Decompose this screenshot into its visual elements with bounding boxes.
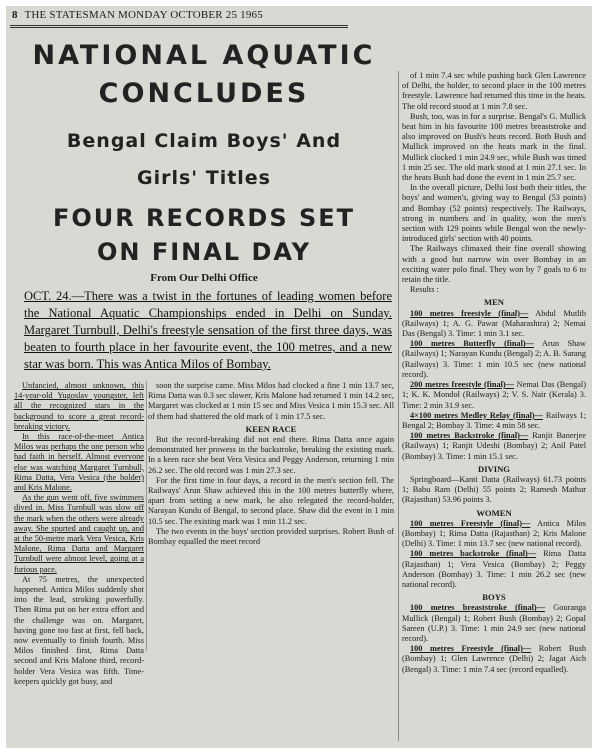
paragraph: of 1 min 7.4 sec while pushing back Glen Lawrence of Delhi, the holder, to second place in the 100 metres freestyle. Lawrence had returned this time in the heats. The old record stood at 1 min 7.8 sec. [402,71,586,111]
result-entry: 100 metres Freestyle (final)— Antica Milos (Bombay) 1; Rima Datta (Rajasthan) 2; Kris Malone (Delhi) 3. Time: 1 min 13.7 sec (new national record). [402,518,586,549]
deck-line-2: ON FINAL DAY [96,238,312,266]
results-heading-men: MEN [483,297,505,308]
paragraph: The two events in the boys' section provided surprises. Robert Bush of Bombay equalled the meet record [148,526,394,547]
results-heading-boys: BOYS [482,592,506,603]
lead-text: OCT. 24.—There was a twist in the fortunes of leading women before the National Aquatic Championships ended in Delhi on Sunday. Margaret Turnbull, Delhi's freestyle sensation of the first three days, was beaten to fourth place in her favourite event, the 100 metres, and a new star was born. This was Antica Milos of Bombay. [24,289,392,371]
paragraph: But the record-breaking did not end there. Rima Datta once again demonstrated her prowess in the backstroke, breaking the existing mark. In a keen race she beat Vera Vesica and Peggy Anderson, returning 1 min 26.2 sec. The old record was 1 min 27.3 sec. [148,435,394,475]
result-entry: 4×100 metres Medley Relay (final)— Railways 1; Bengal 2; Bombay 3. Time: 4 min 58 sec. [402,410,586,430]
page-number: 8 [12,9,18,21]
result-entry: 100 metres Butterfly (final)— Arun Shaw (Railways) 1; Narayan Kundu (Bengal) 2; A. B. Sarang (Railways) 3. Time: 1 min 10.5 sec (new national record). [402,339,586,379]
column-divider [146,381,147,651]
lead-paragraph [24,288,392,373]
paragraph: At 75 metres, the unexpected happened. Antica Milos suddenly shot into the lead, stroking powerfully. Then Rima put on her extra effort and the challenge was on. Margaret, having gone too fast at first, fell back, now eventually to finish fourth. Miss Milos finished first, Rima Datta second and Kris Malone third, record-holder Vera Vesica was fifth. Time-keepers quickly got busy, and [14,574,144,686]
subhead-line-1: Bengal Claim Boys' And [66,130,342,152]
column-2 [148,381,394,547]
paragraph: Results : [410,285,439,295]
result-entry: 100 metres breaststroke (final)— Gouranga Mullick (Bengal) 1; Robert Bush (Bombay) 2; Gopal Sareen (U.P.) 3. Time: 1 min 24.9 sec (new national record). [402,603,586,643]
column-divider-right [398,71,399,741]
deck-line-1: FOUR RECORDS SET [52,204,356,232]
masthead-text: THE STATESMAN MONDAY OCTOBER 25 1965 [24,9,263,21]
paragraph: Unfancied, almost unknown, this 14-year-old Yugoslav youngster, left all the recognized stars in the background to score a great record-breaking victory. [14,381,144,431]
paragraph: The Railways climaxed their fine overall showing with a good but narrow win over Bombay in an exciting water polo final. They won by 7 goals to 6 to retain the title. [402,244,586,285]
result-entry: 100 metres Backstroke (final)— Ranjit Banerjee (Railways) 1; Ranjit Udeshi (Bombay) 2; Anil Patel (Bombay) 3. Time: 1 min 15.1 sec. [402,431,586,461]
headline-line-2: CONCLUDES [98,78,310,109]
masthead-rule [10,25,348,26]
paragraph: In the overall picture, Delhi lost both their titles, the boys' and women's, giving way to Bengal (53 points) and Bombay (52 points) respectively. The Railways, strong in numbers and in quality, won the men's section with 129 points while Bengal won the newly-introduced girls' section with 40 points. [402,183,586,244]
masthead-rule-2 [10,27,348,28]
results-heading-women: WOMEN [476,507,512,518]
paragraph: As the gun went off, five swimmers dived in. Miss Turnbull was slow off the mark when the others were already away. She spurted and caught up, and at the 50-metre mark Vera Vesica, Kris Malone, Rima Datta and Margaret Turnbull were almost level, going at a furious pace. [14,493,144,574]
result-entry: 100 metres backstroke (final)— Rima Datta (Rajasthan) 1; Vera Vesica (Bombay) 2; Peggy Anderson (Bombay) 3. Time: 1 min 26.2 sec (new national record). [402,549,586,589]
masthead [12,9,263,21]
headline-line-1: NATIONAL AQUATIC [32,40,376,71]
subheading: KEEN RACE [245,423,297,434]
result-entry: 100 metres Freestyle (final)— Robert Bush (Bombay) 1; Glen Lawrence (Delhi) 2; Jagat Aich (Bengal) 3. Time: 1 min 7.4 sec (record equalled). [402,644,586,674]
result-entry: Springboard—Kanti Datta (Railways) 61.73 points 1; Babu Ram (Delhi) 55 points 2; Ramesh Mathur (Rajasthan) 53.96 points 3. [402,474,586,505]
newspaper-clipping [6,6,592,748]
paragraph: Bush, too, was in for a surprise. Bengal's G. Mullick beat him in his favourite 100 metres breaststroke and also improved on Bush's heats record. Both Bush and Mullick improved on the heats mark in the final. Mullick clocked 1 min 24.9 sec, while Bush was timed 1 min 25 sec. The old mark stood at 1 min 27.1 sec. In the heats Bush had done the event in 1 min 25.7 sec. [402,111,586,183]
paragraph: In this race-of-the-meet Antica Milos was perhaps the one person who had faith in herself. Almost everyone else was watching Margaret Turnbull, Rima Datta, Vera Vesica (the holder) and Kris Malone. [14,432,144,493]
byline: From Our Delhi Office [150,272,258,284]
result-entry: 200 metres freestyle (final)— Nemai Das (Bengal) 1; K. K. Mondol (Railways) 2; V. S. Nair (Kerala) 3. Time: 2 min 31.9 sec. [402,380,587,410]
paragraph: For the first time in four days, a record in the men's section fell. The Railways' Arun Shaw achieved this in the 100 metres butterfly where, apart from setting a new mark, he also relegated the record-holder, Narayan Kundu of Bengal, to second place. Shaw did the event in 1 min 10.5 sec. The existing mark was 1 min 11.2 sec. [148,475,394,526]
subhead-line-2: Girls' Titles [137,167,271,189]
results-heading-diving: DIVING [478,463,510,474]
column-3 [402,71,586,675]
result-entry: 100 metres freestyle (final)— Abdul Mutlib (Railways) 1; A. G. Pawar (Maharashtra) 2; Nemai Das (Bengal) 3. Time: 1 min 3.1 sec. [402,308,587,339]
paragraph: soon the surprise came. Miss Milos had clocked a fine 1 min 13.7 sec, Rima Datta was 0.3 sec slower, Kris Malone had returned 1 min 14.2 sec, Margaret was clocked at 1 min 15 sec and Miss Vesica 1 min 15.3 sec. All of them had shattered the old mark of 1 min 17.5 sec. [148,381,395,421]
column-1 [14,381,144,687]
